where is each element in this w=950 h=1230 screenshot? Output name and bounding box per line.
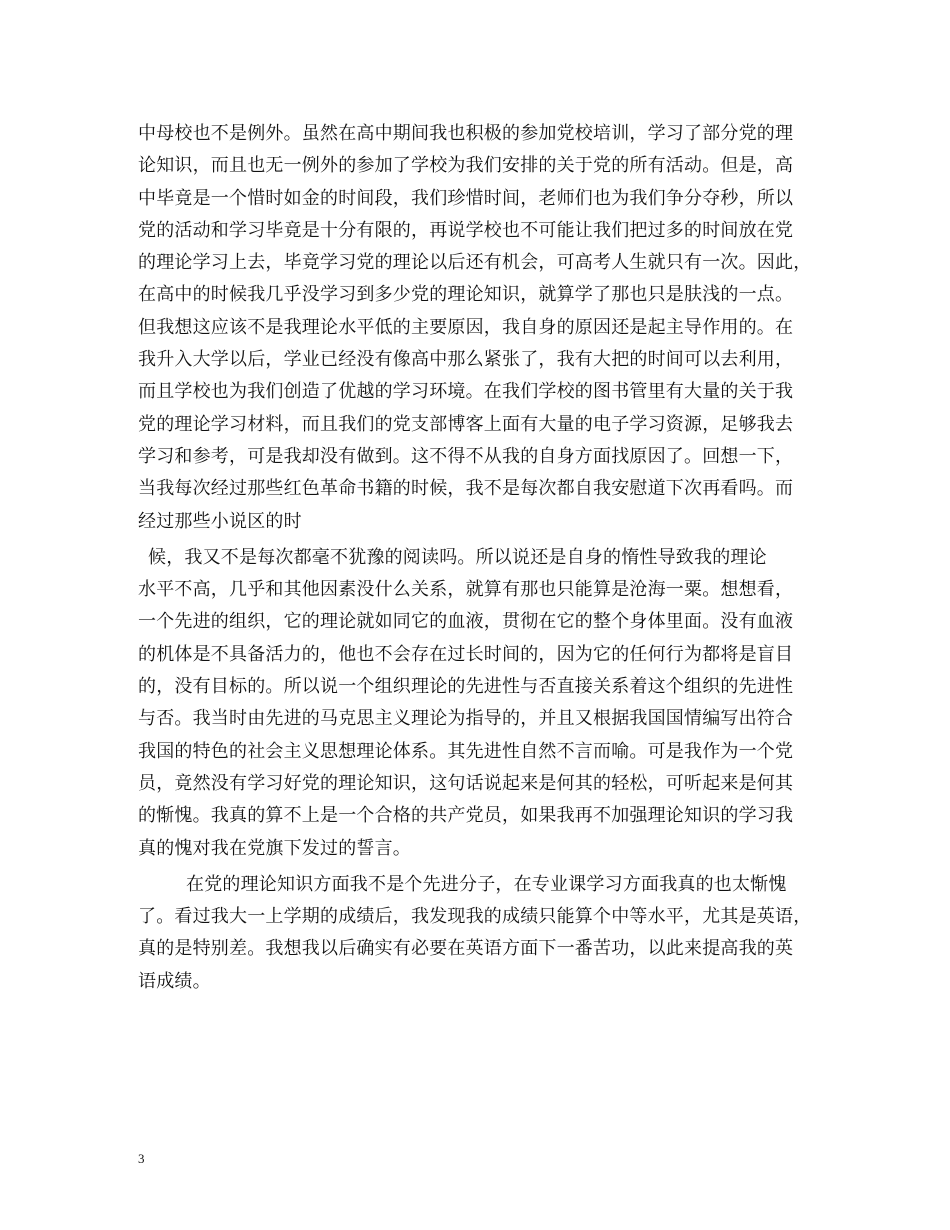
text-line: 但我想这应该不是我理论水平低的主要原因，我自身的原因还是起主导作用的。在 <box>138 316 794 338</box>
text-line: 中母校也不是例外。虽然在高中期间我也积极的参加党校培训，学习了部分党的理 <box>138 123 794 144</box>
text-line: 的理论学习上去，毕竟学习党的理论以后还有机会，可高考人生就只有一次。因此， <box>138 252 812 274</box>
text-line: 的惭愧。我真的算不上是一个合格的共产党员，如果我再不加强理论知识的学习我 <box>138 805 794 827</box>
text-line: 在高中的时候我几乎没学习到多少党的理论知识，就算学了那也只是肤浅的一点。 <box>138 284 794 306</box>
text-line: 真的是特别差。我想我以后确实有必要在英语方面下一番苦功，以此来提高我的英 <box>138 938 794 960</box>
text-line: 真的愧对我在党旗下发过的誓言。 <box>138 837 411 859</box>
text-line: 与否。我当时由先进的马克思主义理论为指导的，并且又根据我国国情编写出符合 <box>138 708 794 730</box>
text-line: 候，我又不是每次都毫不犹豫的阅读吗。所以说还是自身的惰性导致我的理论 <box>148 546 767 568</box>
text-line: 学习和参考，可是我却没有做到。这不得不从我的自身方面找原因了。回想一下， <box>138 445 794 467</box>
text-line: 的机体是不具备活力的，他也不会存在过长时间的，因为它的任何行为都将是盲目 <box>138 643 794 665</box>
text-line: 经过那些小说区的时 <box>138 510 302 532</box>
paragraph-3 <box>138 869 828 998</box>
page-number: 3 <box>138 1151 145 1166</box>
text-line: 当我每次经过那些红色革命书籍的时候，我不是每次都自我安慰道下次再看吗。而 <box>138 478 794 500</box>
paragraph-1 <box>138 118 828 538</box>
text-line: 党的活动和学习毕竟是十分有限的，再说学校也不可能让我们把过多的时间放在党 <box>138 219 794 241</box>
text-line: 党的理论学习材料，而且我们的党支部博客上面有大量的电子学习资源，足够我去 <box>138 413 794 435</box>
text-line: 中毕竟是一个惜时如金的时间段，我们珍惜时间，老师们也为我们争分夺秒，所以 <box>138 187 794 209</box>
text-line: 在党的理论知识方面我不是个先进分子，在专业课学习方面我真的也太惭愧 <box>186 873 787 895</box>
text-line: 而且学校也为我们创造了优越的学习环境。在我们学校的图书管里有大量的关于我 <box>138 381 794 403</box>
text-line: 水平不高，几乎和其他因素没什么关系，就算有那也只能算是沧海一粟。想想看， <box>138 579 794 601</box>
text-line: 论知识，而且也无一例外的参加了学校为我们安排的关于党的所有活动。但是，高 <box>138 155 794 177</box>
text-line: 我升入大学以后，学业已经没有像高中那么紧张了，我有大把的时间可以去利用， <box>138 349 794 371</box>
text-line: 的，没有目标的。所以说一个组织理论的先进性与否直接关系着这个组织的先进性 <box>138 676 794 698</box>
text-line: 语成绩。 <box>138 970 211 992</box>
paragraph-2 <box>138 542 828 865</box>
text-line: 我国的特色的社会主义思想理论体系。其先进性自然不言而喻。可是我作为一个党 <box>138 740 794 762</box>
body-text <box>138 118 828 998</box>
text-line: 了。看过我大一上学期的成绩后，我发现我的成绩只能算个中等水平，尤其是英语， <box>138 906 812 928</box>
text-line: 一个先进的组织，它的理论就如同它的血液，贯彻在它的整个身体里面。没有血液 <box>138 611 794 633</box>
text-line: 员，竟然没有学习好党的理论知识，这句话说起来是何其的轻松，可听起来是何其 <box>138 772 794 794</box>
